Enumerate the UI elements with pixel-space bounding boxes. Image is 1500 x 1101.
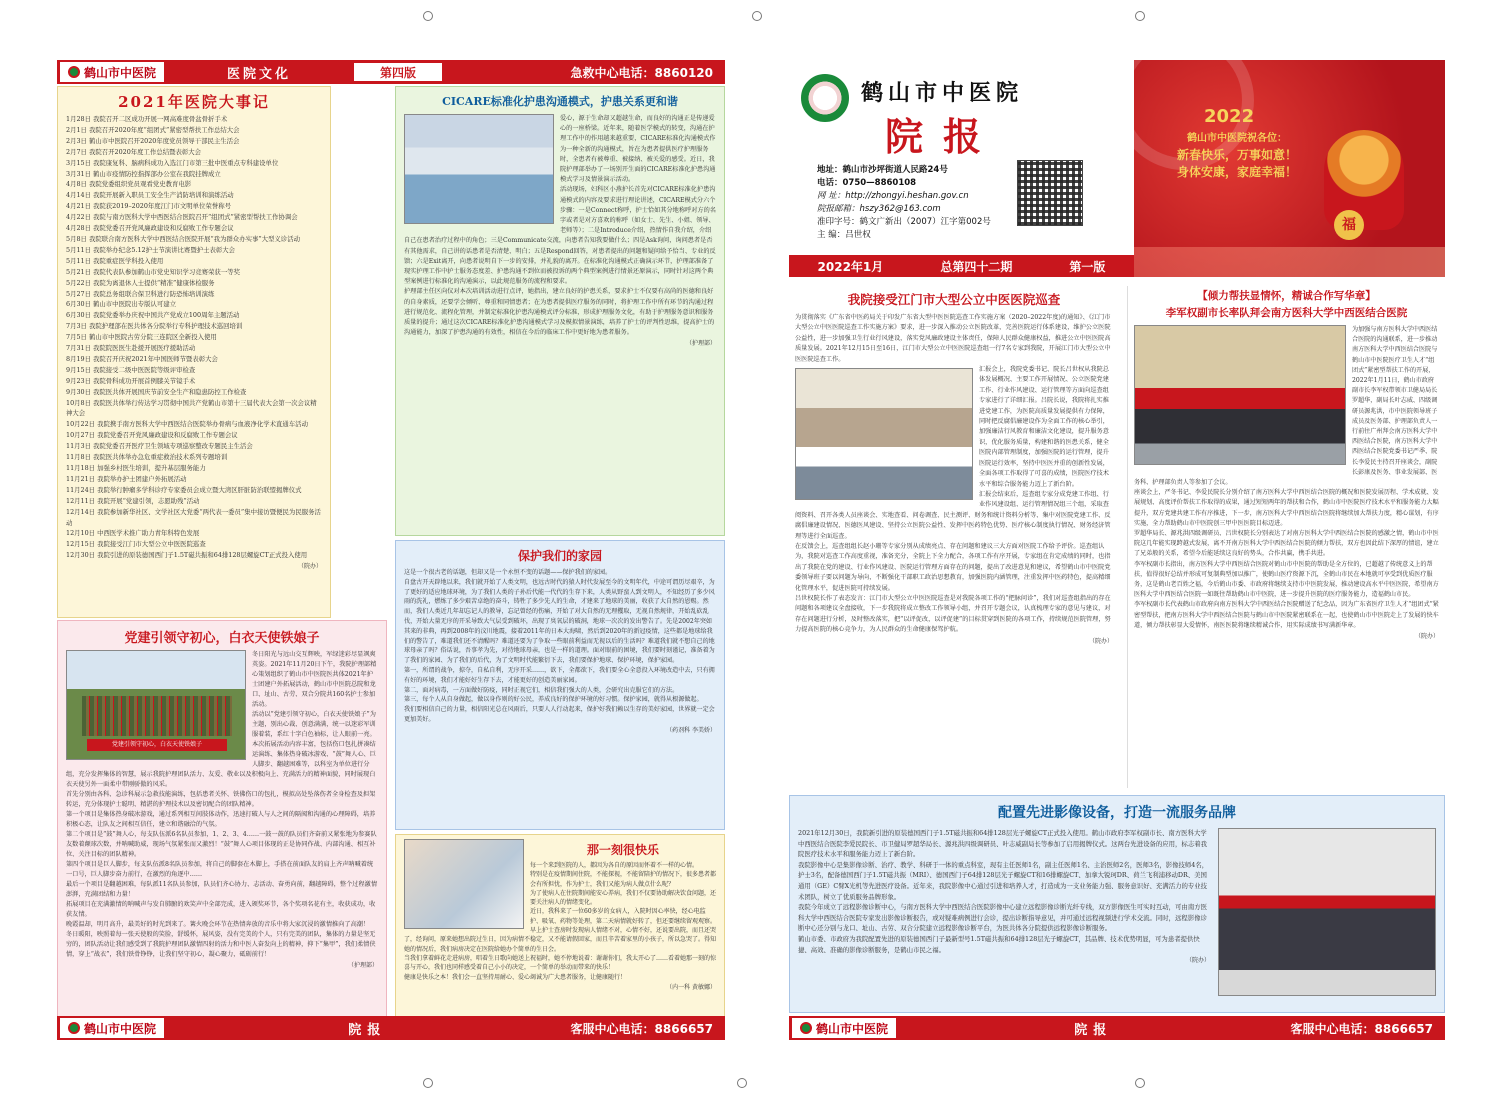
party-para4: 第一个项目是集体热身破冰游戏，通过系列相互间肢体动作，迅速打破人与人之间的隔阂和沟通的心理障碍，培养积极心态，让队友之间相互信任，建立和谐融洽的气氛。 [66,811,376,828]
right-page [789,60,1445,1040]
event-item: 10月22日 我院携手南方医科大学中西医结合医院举办骨病与血液净化学术直通车活动 [66,420,308,429]
address: 地址：鹤山市沙坪街道人民路24号 [817,165,948,175]
visit-para5: 李军权副市长代表鹤山市政府向南方医科大学中西医结合医院赠送了纪念品，因为广东省医疗卫生人才“组团式”紧密型帮扶，把南方医科大学中西医结合医院与鹤山市中医院紧密联系在一起，也使鹤山市中医院走上了发展的快车道，倾力帮扶彰显大爱情怀，南医医院将继续精诚合作，用实际成绩书写满新华章。 [1134,601,1439,629]
event-item: 11月18日 加强乡村医生培训，提升基层服务能力 [66,464,206,472]
logo-text: 鹤山市中医院 [84,65,157,80]
equipment-para2: 我院影像中心是集影像诊断、治疗、教学、科研于一体的重点科室，现有主任医师1名，副主任医师1名、主治医师2名，医师3名，影像技师4名，护士3名，配备德国西门子1.5T磁共振（MRI）、德国西门子64排128层光子螺旋CT和16排螺旋CT、加拿大锐珂DR、荷兰飞利浦移动DR、美国通用（GE）C臂X光机等先进医疗设备。近年来，我院影像中心通过引进和培养人才，打造成为一支业务能力强、服务意识好、充满活力的专业技术团队，树立了优质服务品牌形象。 [798,860,1209,901]
event-item: 5月11日 我院重症医学科投入使用 [66,256,164,265]
banner-greeting-3: 身体安康，家庭幸福！ [1176,165,1297,179]
event-item: 2月3日 鹤山市中医院召开2020年度党员领导干部民主生活会 [66,136,240,145]
page-number: 第四版 [354,63,442,81]
editor: 主 编：吕世权 [817,230,871,240]
equipment-para4: 鹤山市委、市政府为我院配置先进的原装德国西门子最新型号1.5T磁共振和64排128层光子螺旋CT，其品牌、技术优势明显，可为患者提供快捷、高效、准确的影像诊断服务，是鹤山市民之福。 [798,934,1200,954]
section-name: 医院文化 [227,66,292,82]
fu-coin: 福 [1334,210,1364,240]
events-list [66,114,322,561]
party-para5: 第二个项目是“鼓”舞人心，每支队伍派6名队员参加，1、2、3、4……一鼓一鼓的队员们齐奋前又紧张地为参赛队友数着颠球次数，并呐喊助威，现场气氛紧张而又激烈！“鼓”舞人心项目体现的正是协同作战、内部沟通、相互补位、关注目标的团队精神。 [66,831,377,858]
equipment-para1: 2021年12月30日，我院新引进的原装德国西门子1.5T磁共振和64排128层光子螺旋CT正式投入使用。鹤山市政府李军权副市长、南方医科大学中西医结合医院李爱民院长、市卫健局罗超华局长、源兆洪四级调研员、叶志威副局长等参加了启用揭牌仪式。这两台先进设备的应用，标志着我院医疗技术水平和服务能力迈上了新台阶。 [798,829,1207,859]
left-header-bar [57,60,725,84]
events-box [57,86,331,618]
event-item: 12月11日 我院开展“党建引领，志愿助残”活动 [66,496,200,505]
family-credit: （药剂科 李美娇） [666,726,716,734]
event-item: 11月8日 我院医共体举办急危重症救治技术系列专题培训 [66,453,228,462]
cicare-para1: 爱心，源于生命却又超越生命，而良好的沟通正是传递爱心的一座桥梁。近年来，随着医学模式的转变，沟通在护理工作中的作用越来越重要，CICARE标准化沟通模式作为一种全新的沟通模式，旨在为患者提供医疗护理服务时，全患者有被尊重、被接纳、被关爱的感受。近日，我院护理部举办了一场别开生面的CICARE标准化护患沟通模式学习及情景演示活动。 [560,115,716,184]
party-para2: 活动以“党建引领守初心，白衣天使铁娘子”为主题，别出心裁、创意满满，统一以迷彩军训服着装，系红十字白色袖标，让人眼前一亮。本次拓展活动内容丰富，包括伤口包扎拼凑结运演练、集体热身破冰游戏、“鼓”舞人心、巨人脚步、翻越困难等，以科室为单位进行分组，充分发挥集体的智慧，展示我院护理团队活力、友爱、敬业以及积极向上、充满活力的精神面貌，同时展现白衣天使另外一面柔中带刚骄傲的风采。 [66,711,376,788]
footer-logo [60,1018,164,1038]
event-item: 9月30日 我院医共体开展国庆节前安全生产和隐患防控工作检查 [66,387,247,396]
inspection-para4: 在反馈会上，巡查组组长赵小珊等专家分别从成绩亮点、存在问题和建议三大方面对医院工作给予评价。巡查组认为，我院对巡查工作高度重视，准备充分，全院上下全力配合，各项工作有序开展，专家组在肯定成绩的同时，也指出了我院在党的建设、行业作风建设、医院运行管理方面存在的问题，提出了改进意见和建议，希望鹤山市中医院党委领导班子要以问题为导向，不断强化干部职工政治思想教育，加强医院内涵管理，注重发挥中医药特色，提高精细化管理水平，促进医院可持续发展。 [795,542,1111,592]
footer-logo [792,1018,896,1038]
family-para4: 第二，面对病毒，一方面做好防疫，同时正视它们，相信我们强大的人类，会研究出克服它们的方法。 [404,686,679,694]
event-item: 9月15日 我院接受二级中医医院等级评审检查 [66,365,196,374]
cicare-para2: 活动现场，妇科区小燕护长首先对CICARE标准化护患沟通模式的内容及要求进行理论讲述，CICARE模式分六个步骤：一是Connect称呼，护士恰如其分地称呼对方的名字或者是对方喜欢的称呼（如女士、先生、小姐、领导、老师等）；二是Introduce介绍，热情作自我介绍，介绍自己在患者治疗过程中的角色；三是Communicate交流，向患者告知我要做什么；四是Ask询问，询问患者是否有其他需求，自己讲的话患者是否清楚、明白；五是Respond回答，对患者提出的问题和疑问给予恰当、专业的反馈；六是Exit离开，向患者说明自下一步的安排，并礼貌的离开。在标准化沟通模式正确演示环节，护理部准备了现实护理工作中护士服务态度差、护患沟通不到位而被投诉的两个典型案例进行情景还原演示，同时针对这两个典型案例进行标准化的沟通演示，以此规范服务的流程和要求。 [404,186,716,286]
inspection-para3: 汇报会结束后，巡查组专家分成党建工作组、行业作风建设组、运行管理情况组三个组，采取查阅资料、召开各类人员座谈会、实地查看、问卷调查、民主测评、财务和统计资料分析等、集中对医院党建工作、反腐倡廉建设情况、医德医风建设、坚持公立医院公益性、发挥中医药特色优势、医疗核心制度执行情况、财务经济管理等进行全面巡查。 [795,490,1111,540]
cicare-title: CICARE标准化护患沟通模式，护患关系更和谐 [442,95,678,108]
party-para8: 拓展项目在充满激情的呐喊声与发自肺腑的欢笑声中全部完成，进入颁奖环节，各个奖项名花有主，收获成功，收获友情。 [66,901,376,918]
event-item: 11月3日 我院党委召开医疗卫生领域专项巡察整改专题民主生活会 [66,442,253,451]
inspection-para5: 吕世权院长作了表态发言：江门市大型公立中医医院巡查是对我院各项工作的“把脉问诊”，我们对巡查组指出的存在问题和各项建议全盘接收，下一步我院将成立整改工作领导小组，并召开专题会议，认真梳理专家的意见与建议，对存在问题进行分析，及时整改落实，把“以评促改，以评促建”的目标贯穿到医院的各项工作，持续规范医院管理，努力提高医院的核心竞争力，为人民群众的生命健康保驾护航。 [795,594,1111,634]
cicare-credit: （护理部） [685,340,716,348]
event-item: 4月22日 我院与南方医科大学中西医结合医院召开“组团式”紧密型帮扶工作协调会 [66,213,298,222]
banner-greeting-1: 鹤山市中医院祝各位： [1187,133,1287,144]
party-para6: 第四个项目是巨人脚步，每支队伍派8名队员参加，将自己的脚套在木脚上，手搭在前面队友的肩上齐声呐喊着统一口号，巨人脚步奋力前行，在激烈的角逐中…… [66,861,374,878]
family-para2: 自盘古开天辟地以来，我们就开始了人类文明，也远古时代的猿人时代发展至今的文明年代，中途可谓历尽艰辛，为了更好的适应地球环境，为了我们人类的子孙后代能一代代的生存下来，人类从野蛮人到文明人，不知经历了多少风雨的洗礼，燃炼了多少艰苦卓绝的奋斗，铸牲了多少先人的生命，才建来了地球的美丽，收获了大自然的恩赐。然而，我们人类近几年却忘记人的教导，忘记曾经的伤痛，开始了对大自然的无理攫取，无视自然规律，开始乱砍乱伐，开始大量无序的开采导致大气层受到破坏，出现了臭氧层的破洞，地球一次次的发出警告了。先是2002年突如其来的非典，再到2008年的汶川地震，接着2011年的日本大海啸，然后到2020年的新冠疫情，这些都是地球给我们的警告了，难道我们还不清醒吗？难道还要为了争取一些眼前利益而无视以后的生活吗？难道我们就不想自己的地球母亲了吗？俗话说，吾事孝为先，对待地球母亲，也是一样的道理。面对眼前的困境，我们要时刻谨记，准备着为了我们的家园、为了我们的后代，为了文明时代能繁衍下去，我们要保护地球、保护环境，保护家园。 [404,578,715,665]
happy-title: 那一刻很快乐 [586,843,659,857]
event-item: 2月1日 我院召开2020年度“组团式”紧密型帮扶工作总结大会 [66,125,240,134]
event-item: 7月3日 我院护理部在医共体各分院举行专科护理技术巡回培训 [66,322,243,331]
crop-mark-icon [1135,1078,1145,1088]
event-item: 5月22日 我院为离退休人士提供“精准”健康体检服务 [66,278,215,287]
hospital-logo-icon [800,1022,812,1034]
inspection-credit: （院办） [1088,637,1113,645]
banner-greeting-2: 新春快乐，万事如意！ [1176,148,1297,162]
event-item: 6月30日 我院党委举办庆祝中国共产党成立100周年主题活动 [66,311,240,320]
happy-para1: 每一个来到医院的人，都因为各自的原因而怀着不一样的心情。 [530,862,699,869]
event-item: 1月28日 我院召开二区成功开展一网高难度骨盆骨折手术 [66,115,228,123]
event-item: 5月11日 我院举办纪念5.12护士节演讲比赛暨护士表彰大会 [66,245,236,254]
visit-article [1127,286,1445,788]
phone: 电话：0750—8860108 [817,178,917,188]
banner-year: 2022 [1204,106,1255,127]
paper-name: 院报 [885,114,1002,159]
event-item: 4月28日 我院党委召开党风廉政建设和反腐败工作专题会议 [66,224,234,233]
party-photo [66,650,246,760]
issue-date: 2022年1月 [817,259,884,274]
inspection-title: 我院接受江门市大型公立中医医院巡查 [847,292,1061,307]
issue-bar [789,255,1134,277]
service-hotline: 客服中心电话：8866657 [570,1021,713,1036]
event-item: 5月21日 我院代表队参加鹤山市党史知识学习竞赛荣获一等奖 [66,267,240,276]
happy-credit: （内一科 黄敏娜） [666,983,716,991]
logo-text: 鹤山市中医院 [816,1021,889,1036]
happy-para6: 健康是快乐之本！我们会一直坚持用耐心、爱心竭诚为广大患者服务，让健康随行！ [404,973,627,981]
visit-photo [1134,325,1346,465]
left-page [57,60,725,1040]
party-title: 党建引领守初心，白衣天使铁娘子 [124,631,320,646]
logo-text: 鹤山市中医院 [84,1021,157,1036]
event-item: 8月19日 我院召开庆祝2021年中国医师节暨表彰大会 [66,354,218,363]
party-article [57,620,387,1025]
visit-para4: 李军权副市长指出，南方医科大学中西医结合医院对鹤山市中医院的帮助是全方位的，已超越了传统意义上的帮扶，值得很好总结并形成可复制典型加以推广，使鹤山医疗资源下沉，全鹤山市民在本地就可享受到优质医疗服务，这是鹤山老百姓之福，今后鹤山市委、市政府将继续支持市中医院发展，推动建设高水平中医医院，希望南方医科大学中西医结合医院一如既往帮助鹤山市中医院，进一步提升医院的医疗服务能力，造福鹤山市民。 [1134,560,1439,599]
event-item: 3月15日 我院康复科、脑病科成功入选江门市第三批中医重点专科建设单位 [66,158,279,167]
email-link[interactable]: 院报邮箱：hszy362@163.com [817,204,941,214]
event-item: 11月24日 我院举行肿瘤多学科诊疗专家委员会成立暨大湾区肝脏防治联盟揭牌仪式 [66,485,302,494]
event-item: 12月15日 我院接受江门市大型公立中医医院巡查 [66,540,206,549]
visit-title: 李军权副市长率队拜会南方医科大学中西医结合医院 [1165,307,1408,319]
party-para9: 晚霞温却，明月高升，最美好的时光到来了。篝火晚会环节在热情奔放的音乐中将大家沉浸的激情推向了高潮！ [66,921,370,928]
event-item: 4月21日 我院获2019–2020年度江门市文明单位荣誉称号 [66,202,231,211]
decor-clouds [1134,247,1445,277]
inspection-para1: 为贯彻落实《广东省中医药局关于印发广东省大型中医医院巡查工作实施方案（2020–2022年度)的通知》、《江门市大型公立中医医院巡查工作实施方案》要求，进一步深入推动公立医院改革，完善医院运行体系建设，维护公立医院公益性，进一步加强卫生行业行风建设，落实党风廉政建设主体责任，保障人民群众健康权益，推进公立中医医院高质量发展。2021年12月15日至16日，江门市大型公立中医医院巡查组一行7名专家到我院，开展江门市大型公立中医医院巡查工作。 [795,314,1111,363]
event-item: 5月27日 我院总务组联合保卫科进行防恐怖培训演练 [66,289,215,298]
event-item: 7月5日 鹤山市中医院古劳分院三连院区全新投入使用 [66,333,217,342]
event-item: 12月10日 中西医学术推广助力青年科特色发展 [66,529,200,538]
hospital-logo-icon [801,74,849,122]
family-title: 保护我们的家园 [517,549,602,563]
family-para1: 这是一个很古老的话题，但却又是一个永恒不变的话题——保护我们的家园。 [404,569,612,576]
happy-para2: 特别是在疫情期间住院，不能探视，不能留陪护的情况下，很多患者都会有所担忧，作为护士，我们又能为病人做点什么呢？ [530,871,717,888]
new-year-banner [1134,60,1445,277]
visit-para1: 为加强与南方医科大学中西医结合医院的沟通联系，进一步推动南方医科大学中西医结合医院与鹤山市中医院医疗卫生人才“组团式”紧密型帮扶工作的开展，2022年1月11日，鹤山市政府副市长李军权带领市卫健局局长罗超华，副局长叶志威、四级调研员源兆洪，市中医院领导班子成员及医务部、护理部负责人一行前往广州拜会南方医科大学中西医结合医院，南方医科大学中西医结合医院党委书记严季、院长李爱民主持召开座谈会，副院长彭康及医务、事业发展部、医务科、护理部负责人等参加了会议。 [1134,326,1438,487]
inspection-photo [795,368,973,500]
footer-center: 院报 [348,1022,387,1038]
visit-kicker: 【倾力帮扶显情怀，精诚合作写华章】 [1197,290,1376,302]
masthead [789,60,1134,252]
party-para7: 最后一个项目是翻越困难，每队派11名队员参加，队员们齐心协力、志活动、奋勇向前，翻越障碍，整个过程激情澎湃，充满团结和力量！ [66,881,378,898]
group-of-nurses [82,696,232,736]
happy-para3: 为了使病人在住院期间能安心养病，我们不仅要协助解决饮食问题，还要关注病人的情绪变化。 [530,889,717,907]
crop-mark-icon [737,1078,747,1088]
edition: 第一版 [1069,259,1106,274]
issue-total: 总第四十二期 [940,259,1013,274]
crop-mark-icon [1135,11,1145,21]
happy-para4: 近日，我科来了一位60多岁的女病人，入院时因心率快，经心电监护、吸氧、药物等处理，第二天病情就好转了，但还要继续留观观察。早上护士查房时发现病人情绪不对，心情不好，还说要出院，而且还哭了，经询问，原来她想出院过生日，因为病情不稳定，又不能请假回家，而且辛苦着家里的小孩子，所以急哭了。得知她的情况后，我们病房决定在医院给她办个简单的生日会。 [404,908,717,953]
equipment-photo [1218,828,1436,996]
crop-mark-icon [423,11,433,21]
event-item: 10月8日 我院医共体举行传达学习贯彻中国共产党鹤山市第十三届代表大会第一次会议精神大会 [66,398,317,418]
event-item: 4月14日 我院开展新入职员工安全生产消防培训和演练活动 [66,191,234,200]
event-item: 7月31日 我院院医医生赴援开展医疗援助活动 [66,344,196,353]
permit: 准印字号：鹤文广新出（2007）江字第002号 [817,217,991,227]
event-item: 10月27日 我院党委召开党风廉政建设和反腐败工作专题会议 [66,431,238,440]
event-item: 2月7日 我院召开2020年度工作总结暨表彰大会 [66,147,202,156]
crop-mark-icon [752,11,762,21]
service-hotline: 客服中心电话：8866657 [1290,1021,1433,1036]
event-item: 11月21日 我院举办护士团建户外拓展活动 [66,474,187,483]
event-item: 6月30日 鹤山市中医院出专版认可建立 [66,300,177,309]
happy-para5: 当我们拿着鲜花走进病房，唱着生日歌向她送上祝福时，她不停地说着：谢谢你们，我太开心了……看着她那一刻的惊喜与开心，我们也同样感受着自己小小的决定，一个简单的举动而带来的快乐！ [404,954,717,972]
masthead-info [817,164,991,242]
visit-para2: 座谈会上，严冬书记、李爱民院长分别介绍了南方医科大学中西医结合医院的概况和医院发展历程、学术成就、发展规划、高度评价帮扶工作取得的成果，通过短短两年的帮扶和合作，鹤山市中医院医疗技术水平和服务能力大幅提升，双方党建共建工作有序推进，下一步，南方医科大学中西医结合医院将继续加大帮扶力度，精心谋划，有序实施，全力帮助鹤山市中医院创三甲中医医院目标迈进。 [1134,489,1439,527]
hospital-logo-icon [68,1022,80,1034]
banner-greeting [1162,130,1312,181]
events-credit: （院办） [297,563,322,571]
events-title: 2021年医院大事记 [118,93,270,111]
family-para5: 第三，每个人从自身做起，做以身作则的好公民，养成良好的保护环境的好习惯。保护家园，就得从根源做起。 [404,696,703,704]
visit-credit: （院办） [1414,633,1439,641]
hospital-logo-icon [68,66,80,78]
party-para10: 冬日暖阳，映照着每一张天使般的笑脸，舒缓怀，展风姿，没有完美的个人，只有完美的团队，集体的力量是坚无穷的，团队活动让我们感受到了我院护理团队激情四射的活力和中医人奋发向上的精神，抑下“集甲”，我们柔情侠情，穿上“战衣”，我们铁骨铮铮，让我们坚守初心，凝心聚力，砥砺前行！ [66,931,376,958]
cicare-article [395,86,725,536]
footer-center: 院报 [1074,1022,1113,1038]
cicare-photo [404,114,554,224]
website-link[interactable]: 网 址：http://zhongyi.heshan.gov.cn [817,191,969,201]
left-footer-bar [57,1016,725,1040]
family-article [395,540,725,830]
event-item: 5月8日 我院联合南方医科大学中西医结合医院开展“我为群众办实事”大型义诊活动 [66,234,300,243]
header-logo [60,62,164,82]
right-footer-bar [789,1016,1445,1040]
inspection-para2: 汇报会上，我院党委书记、院长吕世权从我院总体发展概况、主要工作开展情况、公立医院党建工作、行业作风建设、运行管理等方面向巡查组专家进行了详细汇报。吕院长说，我院将扎实推进党建工作，为医院高质量发展提供有力保障，同时把反腐倡廉建设作为全面工作的核心举引，加强廉洁行风教育和廉洁文化建设，提升服务意识，优化服务质量，构建和谐的医患关系，健全医院内部管理制度，加强医院的运行管理，提升医院运行效率，坚持中医医并重的创新性发展，全面各项工作取得了可喜的成绩，医院医疗技术水平和综合服务能力迈上了新台阶。 [979,366,1109,488]
event-item: 12月14日 我院参加新华社区、文学社区大党委“两代表一委员”集中接访暨便民为民服务活动 [66,507,321,527]
equipment-credit: （院办） [1185,957,1210,965]
visit-para3: 罗超华局长、源兆洪四级调研员、吕世权院长分别表达了对南方医科大学中西医结合医院的感激之情，鹤山市中医院这几年能实现跨越式发展，离不开南方医科大学中西医结合医院的倾力帮扶，双方也因此结下深厚的情谊，建立了兄弟般的关系，希望今后能延续这良好的势头，合作共赢，携手共进。 [1134,530,1439,558]
crop-mark-icon [423,1078,433,1088]
event-item: 4月8日 我院党委组织党员观看党史教育电影 [66,180,192,189]
event-item: 3月31日 鹤山市疫情防控指挥部办公室在我院挂牌成立 [66,169,221,178]
family-para3: 第一，所谓的战争，掠夺，自私自利，无序开采……，欲下，全都欲下，我们要全心全意投入环境改造中去，只有拥有好的环境，我们才能好好生存下去，才能更好的创造美丽家园。 [404,666,715,684]
event-item: 9月23日 我院骨科成功开展首例膝关节镜手术 [66,376,196,385]
inspection-article [789,286,1119,788]
party-credit: （护理部） [347,962,378,969]
cicare-para3: 护理部主任区向仪对本次培训活动进行点评，她指出，建立良好的护患关系，要求护士不仅要有高尚的医德和良好的自身素质，还要学会倾听、尊重和同情患者；在为患者提供医疗服务的同时，将护理工作中所有环节的沟通过程进行规范化、流程化管理，并制定标准化护患沟通模式评分标准，形成护理服务文化，有助于护理服务意识和服务质量的提升；通过这次CICARE标准化护患沟通模式学习及模拟情景演练，培养了护士的评判性思维，提高护士的沟通能力，加深了护患沟通的有效性，相信在今后的临床工作中更好地为患者服务。 [404,288,715,337]
party-para1: 冬日阳光与远山交互辉映，军绿迷彩尽显飒爽英姿。2021年11月20日下午，我院护理部精心策划组织了鹤山市中医院医共体2021年护士团建户外拓展活动，鹤山市中医院总院和龙口、址山、古劳、双合分院共160名护士参加活动。 [252,651,377,708]
equipment-article [789,795,1445,1013]
happy-article [395,834,725,1025]
emergency-hotline: 急救中心电话：8860120 [570,65,713,80]
photo-banner: 党建引领守初心，白衣天使铁娘子 [87,739,227,751]
family-para6: 我们要相信自己的力量，相信阳光总在风雨后，只要人人行动起来，保护好我们赖以生存的美好家园，世界就一定会更加美好。 [404,706,715,723]
hospital-name: 鹤山市中医院 [861,80,1024,106]
party-para3: 首先分别由各科、急诊科展示急救技能演练，包括患者关怀、铁佛伤口的包扎，模拟高处坠落伤者全身检查及担架转运，充分体现护士聪明、精湛的护理技术以及密切配合的团队精神。 [66,791,376,808]
equipment-para3: 我院今年成立了远程影像诊断中心，与南方医科大学中西医结合医院影像中心建立远程影像诊断光纤专线，双方影像医生可实时互动，可由南方医科大学中西医结合医院专家发出影像诊断报告，或对疑难病例进行会诊，提出诊断指导意见，并可通过远程视频进行学术交流。同时，远程影像诊断中心还分别与龙口、址山、古劳、双合分院建立远程影像诊断平台，为医共体各分院提供远程影像诊断服务。 [798,903,1207,933]
happy-photo [404,839,524,929]
equipment-title: 配置先进影像设备，打造一流服务品牌 [998,805,1236,821]
qr-code-icon[interactable] [1017,160,1083,226]
event-item: 12月30日 我院引进的原装德国西门子1.5T磁共振和64排128层螺旋CT正式投入使用 [66,551,308,560]
